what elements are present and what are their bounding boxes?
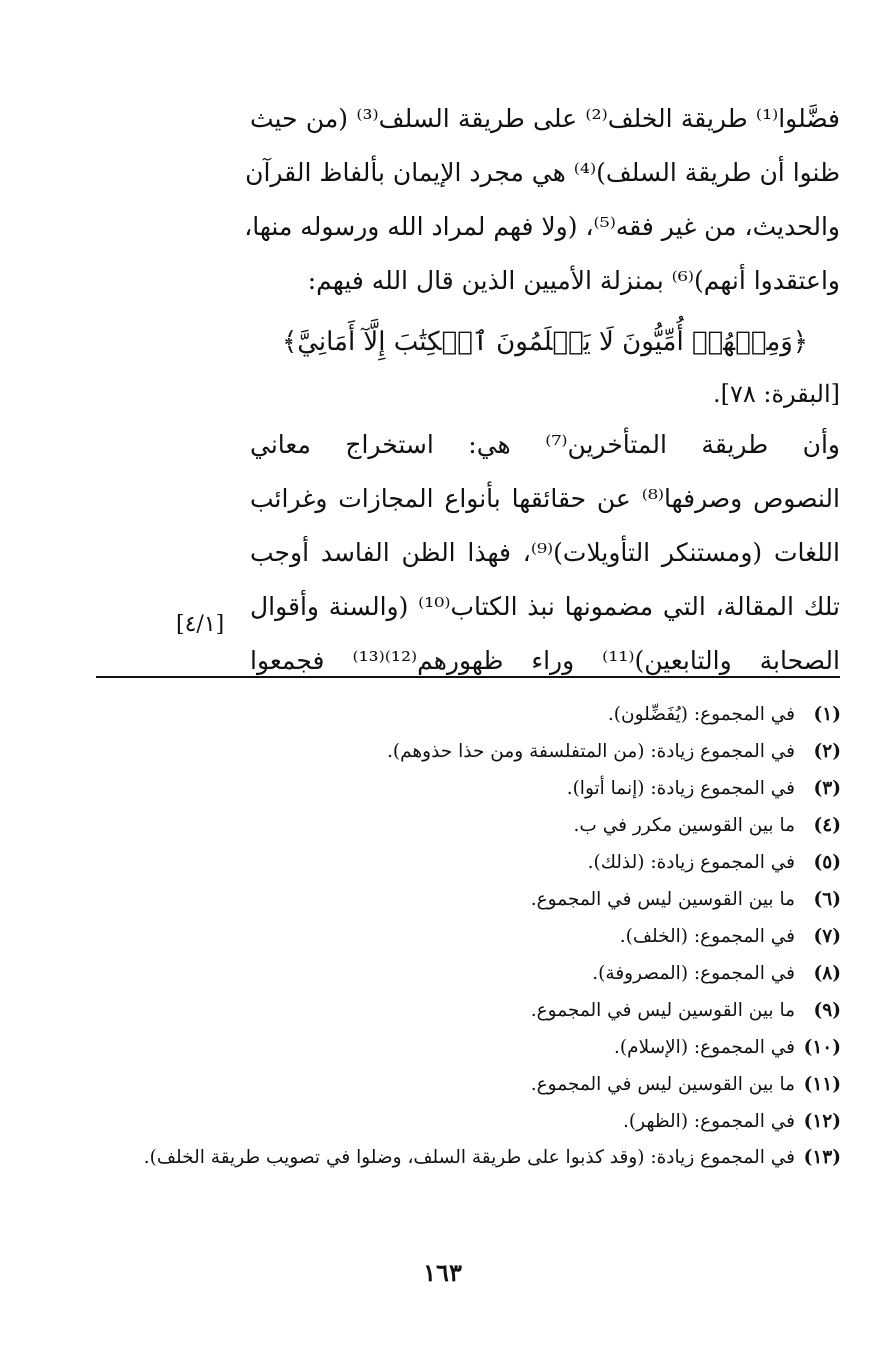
footnote-number: (١١) xyxy=(803,1074,841,1095)
footnote xyxy=(96,807,841,844)
footnote xyxy=(96,918,841,955)
footnote-number: (٤) xyxy=(813,815,841,836)
footnote-text: في المجموع: (المصروفة). xyxy=(592,963,795,984)
footnote-number: (٣) xyxy=(813,778,841,799)
footnote-text: في المجموع: (الظهر). xyxy=(623,1111,795,1132)
footnote-text: في المجموع: (يُفَضِّلون). xyxy=(607,704,795,725)
text-line: ظنوا أن طريقة السلف)⁽⁴⁾ هي مجرد الإيمان بألفاظ القرآن xyxy=(245,158,840,187)
page-number: ١٦٣ xyxy=(423,1258,462,1287)
text-line: وأن طريقة المتأخرين⁽⁷⁾ هي: استخراج معاني xyxy=(250,430,840,459)
footnote-text: في المجموع زيادة: (وقد كذبوا على طريقة السلف، وضلوا في تصويب طريقة الخلف). xyxy=(143,1147,795,1168)
text-line: فضَّلوا⁽¹⁾ طريقة الخلف⁽²⁾ على طريقة السلف⁽³⁾ (من حيث xyxy=(250,104,841,133)
footnote-number: (١٠) xyxy=(803,1037,841,1058)
text-line: النصوص وصرفها⁽⁸⁾ عن حقائقها بأنواع المجازات وغرائب xyxy=(250,484,840,513)
margin-page-reference: [٤/١] xyxy=(176,612,225,637)
footnotes xyxy=(96,696,841,1175)
quran-verse: ﴿وَمِنۡهُمۡ أُمِّيُّونَ لَا يَعۡلَمُونَ ٱلۡكِتَٰبَ إِلَّآ أَمَانِيَّ﴾ xyxy=(281,327,809,357)
text-line: تلك المقالة، التي مضمونها نبذ الكتاب⁽¹⁰⁾ (والسنة وأقوال xyxy=(250,592,841,621)
footnote-text: في المجموع: (الخلف). xyxy=(619,926,795,947)
main-text xyxy=(244,92,841,688)
footnote xyxy=(96,1103,841,1140)
footnote-number: (١٢) xyxy=(803,1111,841,1132)
footnote-text: في المجموع زيادة: (من المتفلسفة ومن حذا حذوهم). xyxy=(386,741,795,762)
footnote-number: (٥) xyxy=(813,852,841,873)
footnote xyxy=(96,955,841,992)
footnote-number: (٧) xyxy=(813,926,841,947)
footnote-number: (٩) xyxy=(813,1000,841,1021)
footnote xyxy=(96,1140,841,1175)
text-line: والحديث، من غير فقه⁽⁵⁾، (ولا فهم لمراد الله ورسوله منها، xyxy=(244,212,840,241)
footnote xyxy=(96,696,841,733)
footnote-number: (١٣) xyxy=(803,1147,841,1168)
footnote-text: ما بين القوسين مكرر في ب. xyxy=(573,815,795,836)
text-line: واعتقدوا أنهم)⁽⁶⁾ بمنزلة الأميين الذين قال الله فيهم: xyxy=(307,266,840,295)
footnote xyxy=(96,844,841,881)
footnote xyxy=(96,992,841,1029)
footnote xyxy=(96,881,841,918)
footnote-text: ما بين القوسين ليس في المجموع. xyxy=(530,889,795,910)
footnote xyxy=(96,1029,841,1066)
footnote-divider xyxy=(96,676,840,678)
verse-reference: [البقرة: ٧٨]. xyxy=(712,380,840,408)
footnote-text: في المجموع زيادة: (إنما أتوا). xyxy=(566,778,795,799)
footnote-number: (٦) xyxy=(813,889,841,910)
text-line: اللغات (ومستنكر التأويلات)⁽⁹⁾، فهذا الظن الفاسد أوجب xyxy=(250,538,840,567)
footnote xyxy=(96,1066,841,1103)
footnote xyxy=(96,733,841,770)
footnote-number: (١) xyxy=(813,704,841,725)
footnote xyxy=(96,770,841,807)
footnote-text: ما بين القوسين ليس في المجموع. xyxy=(530,1000,795,1021)
footnote-text: ما بين القوسين ليس في المجموع. xyxy=(530,1074,795,1095)
footnote-number: (٢) xyxy=(813,741,841,762)
footnote-text: في المجموع: (الإسلام). xyxy=(614,1037,795,1058)
footnote-number: (٨) xyxy=(813,963,841,984)
text-line: الصحابة والتابعين)⁽¹¹⁾ وراء ظهورهم⁽¹²⁾⁽¹³⁾ فجمعوا xyxy=(250,646,840,675)
footnote-text: في المجموع زيادة: (لذلك). xyxy=(587,852,795,873)
